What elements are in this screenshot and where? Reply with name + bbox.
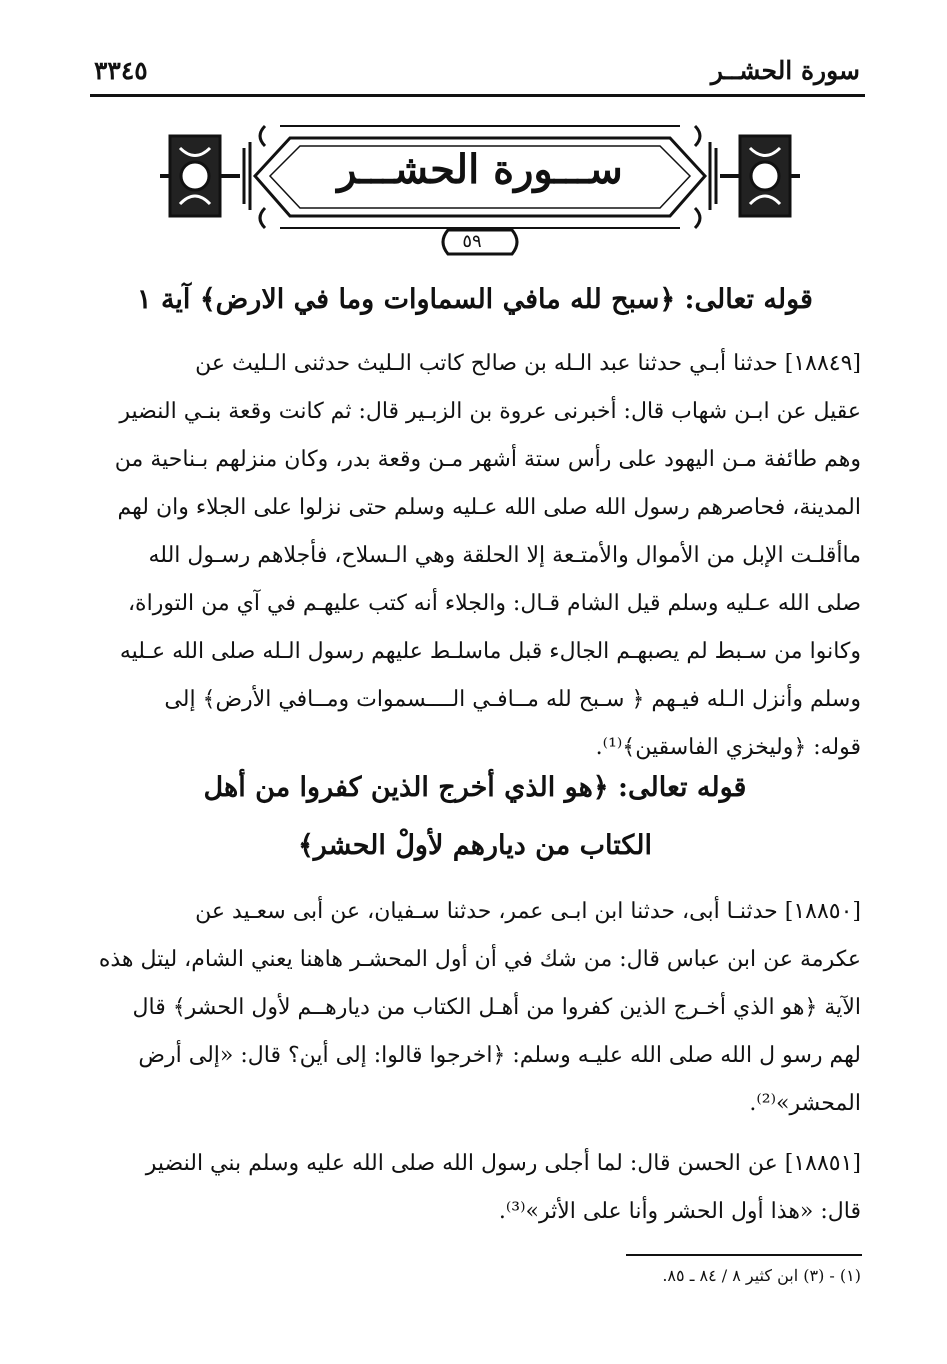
footnote: (١) - (٣) ابن كثير ٨ / ٨٤ ـ ٨٥. <box>662 1266 861 1285</box>
header-sura-name: سورة الحشــر <box>710 56 860 85</box>
sura-number: ٥٩ <box>462 231 482 252</box>
text-line: عكرمة عن ابن عباس قال: من شك في أن أول المحشـر هاهنا يعني الشام، ليتل هذه <box>98 947 861 972</box>
text-line: المحشر»⁽²⁾. <box>749 1091 861 1116</box>
text-line: المدينة، فحاصرهم رسول الله صلى الله عـليه وسلم حتى نزلوا على الجلاء وان لهم <box>117 495 861 520</box>
text-line: ماأقلـت الإبل من الأموال والأمتـعة إلا الحلقة وهي الـسلاح، فأجلاهم رسـول الله <box>148 543 861 568</box>
text-line: [١٨٨٥٠] حدثنـا أبى، حدثنا ابن ابـى عمر، حدثنا سـفيان، عن أبى سعـيد عن <box>195 899 861 924</box>
paragraph-18851 <box>86 1140 861 1236</box>
heading-verse-2-line-2: الكتاب من ديارهم لأولْ الحشر﴾ <box>297 830 653 861</box>
sura-title: ســـورة الحشـــر <box>337 146 623 193</box>
paragraph-18849 <box>86 340 861 772</box>
text-line: عقيل عن ابـن شهاب قال: أخبرنى عروة بن الزبـير قال: ثم كانت وقعة بنـي النضير <box>119 399 861 424</box>
footnote-rule <box>626 1254 862 1256</box>
text-line: وسلم وأنزل الـله فيـهم ﴿ سـبح لله مــافـي الــــسموات ومــافي الأرض﴾ إلى <box>164 687 861 712</box>
text-line: صلى الله عـليه وسلم قيل الشام قـال: والجلاء أنه كتب عليهـم في آي من التوراة، <box>127 591 861 616</box>
text-line: لهم رسو ل الله صلى الله عليـه وسلم: ﴿اخرجوا قالوا: إلى أين؟ قال: «إلى أرض <box>138 1043 861 1068</box>
header-rule <box>90 94 865 97</box>
text-line: قوله: ﴿وليخزي الفاسقين﴾⁽¹⁾. <box>595 735 861 760</box>
text-line: قال: «هذا أول الحشر وأنا على الأثر»⁽³⁾. <box>498 1199 861 1224</box>
page-number: ٣٣٤٥ <box>94 56 148 85</box>
heading-verse-1: قوله تعالى: ﴿سبح لله مافي السماوات وما في الارض﴾ آية ١ <box>137 284 813 315</box>
paragraph-18850 <box>86 888 861 1128</box>
text-line: الآية ﴿هو الذي أخـرج الذين كفروا من أهـل الكتاب من ديارهــم لأول الحشر﴾ قال <box>132 995 861 1020</box>
text-line: [١٨٨٥١] عن الحسن قال: لما أجلى رسول الله صلى الله عليه وسلم بني النضير <box>145 1151 861 1176</box>
left-fleuron-icon <box>160 136 250 216</box>
heading-verse-2-line-1: قوله تعالى: ﴿هو الذي أخرج الذين كفروا من أهل <box>203 772 747 803</box>
running-header <box>90 48 860 94</box>
text-line: وكانوا من سـبط لم يصبهـم الجالء قبل ماسلـط عليهم رسول الـله صلى الله عـليه <box>119 639 861 664</box>
text-line: وهم طائفة مـن اليهود على رأس ستة أشهر مـن وقعة بدر، وكان منزلهم بـناحية من <box>114 447 861 472</box>
text-line: [١٨٨٤٩] حدثنا أبـي حدثنا عبد الـله بن صالح كاتب الـليث حدثنى الـليث عن <box>195 351 861 376</box>
sura-banner <box>160 118 800 264</box>
right-fleuron-icon <box>710 136 800 216</box>
